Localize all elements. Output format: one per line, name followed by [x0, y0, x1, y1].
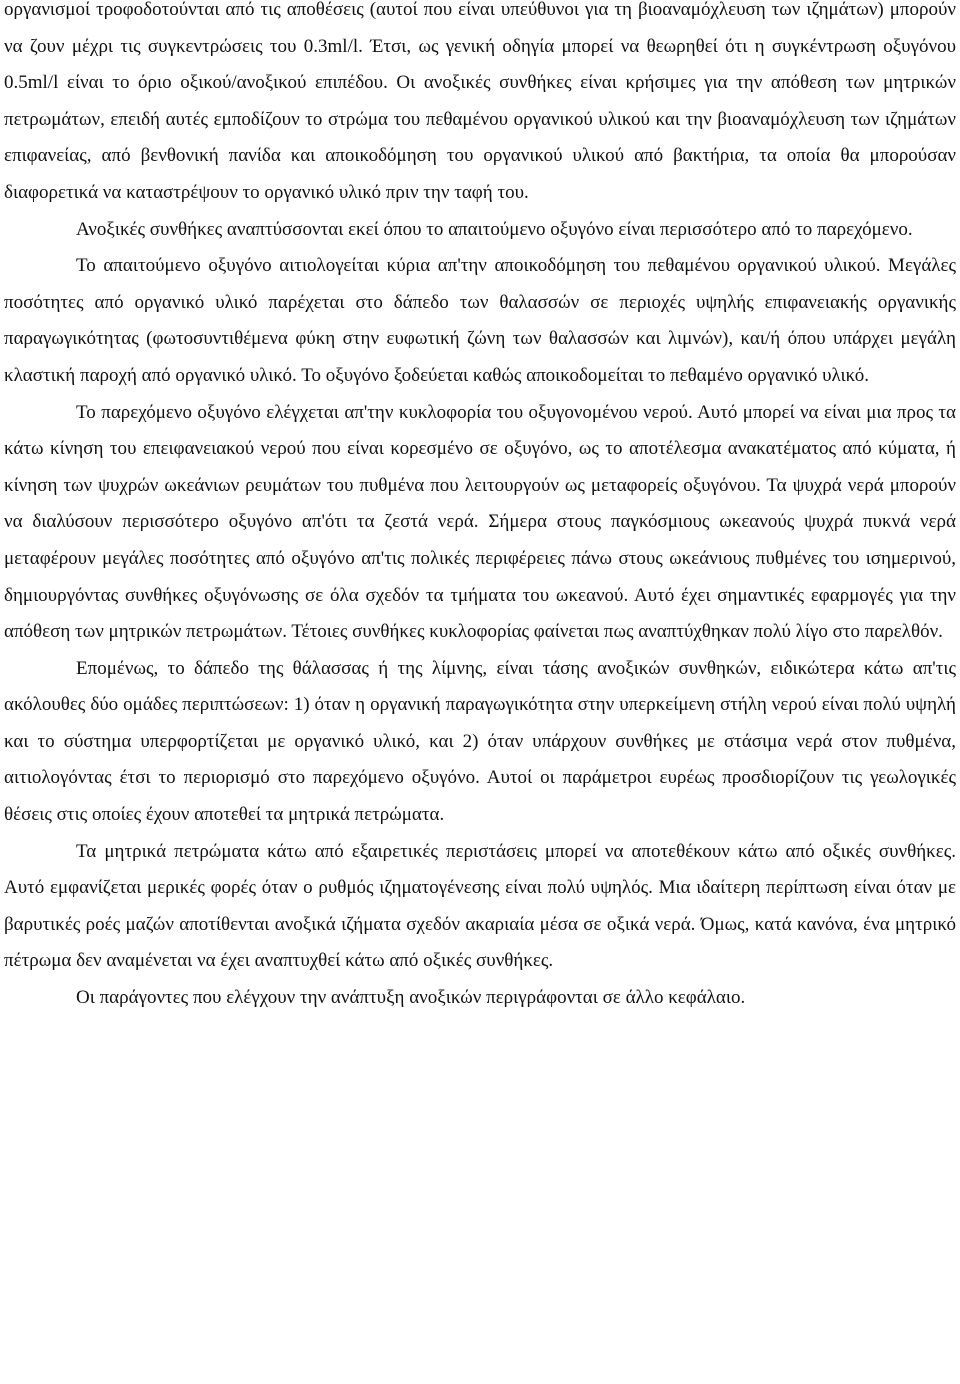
paragraph-4: Το παρεχόμενο οξυγόνο ελέγχεται απ'την κυκλοφορία του οξυγονομένου νερού. Αυτό μπορεί να είναι μια προς τα κάτω κίνηση του επειφανειακού νερού που είναι κορεσμένο σε οξυγόνο, ως το αποτέλεσμα ανακατέματος από κύματα, ή κίνηση των ψυχρών ωκεάνιων ρευμάτων του πυθμένα που λειτουργούν ως μεταφορείς οξυγόνου. Τα ψυχρά νερά μπορούν να διαλύσουν περισσότερο οξυγόνο απ'ότι τα ζεστά νερά. Σήμερα στους παγκόσμιους ωκεανούς ψυχρά πυκνά νερά μεταφέρουν μεγάλες ποσότητες από οξυγόνο απ'τις πολικές περιφέρειες πάνω στους ωκεάνιους πυθμένες του ισημερινού, δημιουργόντας συνθήκες οξυγόνωσης σε όλα σχεδόν τα τμήματα του ωκεανού. Αυτό έχει σημαντικές εφαρμογές για την απόθεση των μητρικών πετρωμάτων. Τέτοιες συνθήκες κυκλοφορίας φαίνεται πως αναπτύχθηκαν πολύ λίγο στο παρελθόν.: [4, 401, 956, 643]
paragraph-5: Επομένως, το δάπεδο της θάλασσας ή της λίμνης, είναι τάσης ανοξικών συνθηκών, ειδικώτερα κάτω απ'τις ακόλουθες δύο ομάδες περιπτώσεων: 1) όταν η οργανική παραγωγικότητα στην υπερκείμενη στήλη νερού είναι πολύ υψηλή και το σύστημα υπερφορτίζεται με οργανικό υλικό, και 2) όταν υπάρχουν συνθήκες με στάσιμα νερά στον πυθμένα, αιτιολογόντας έτσι το περιορισμό στο παρεχόμενο οξυγόνο. Αυτοί οι παράμετροι ευρέως προσδιορίζουν τις γεωλογικές θέσεις στις οποίες έχουν αποτεθεί τα μητρικά πετρώματα.: [4, 657, 956, 826]
paragraph-1: οργανισμοί τροφοδοτούνται από τις αποθέσεις (αυτοί που είναι υπεύθυνοι για τη βιοαναμόχλευση των ιζημάτων) μπορούν να ζουν μέχρι τις συγκεντρώσεις του 0.3ml/l. Έτσι, ως γενική οδηγία μπορεί να θεωρηθεί ότι η συγκέντρωση οξυγόνου 0.5ml/l είναι το όριο οξικού/ανοξικού επιπέδου. Οι ανοξικές συνθήκες είναι κρήσιμες για την απόθεση των μητρικών πετρωμάτων, επειδή αυτές εμποδίζουν το στρώμα του πεθαμένου οργανικού υλικού και την βιοαναμόχλευση των ιζημάτων επιφανείας, από βενθονική πανίδα και αποικοδόμηση του οργανικού υλικού από βακτήρια, τα οποία θα μπορούσαν διαφορετικά να καταστρέψουν το οργανικό υλικό πριν την ταφή του.: [4, 0, 956, 203]
paragraph-3: Το απαιτούμενο οξυγόνο αιτιολογείται κύρια απ'την αποικοδόμηση του πεθαμένου οργανικού υλικού. Μεγάλες ποσότητες από οργανικό υλικό παρέχεται στο δάπεδο των θαλασσών σε περιοχές υψηλής επιφανειακής οργανικής παραγωγικότητας (φωτοσυντιθέμενα φύκη στην ευφωτική ζώνη των θαλασσών και λιμνών), και/ή όπου υπάρχει μεγάλη κλαστική παροχή από οργανικό υλικό. Το οξυγόνο ξοδεύεται καθώς αποικοδομείται το πεθαμένο οργανικό υλικό.: [4, 255, 956, 386]
document-page: [4, 0, 956, 1017]
paragraph-7: Οι παράγοντες που ελέγχουν την ανάπτυξη ανοξικών περιγράφονται σε άλλο κεφάλαιο.: [76, 987, 746, 1009]
paragraph-2: Ανοξικές συνθήκες αναπτύσσονται εκεί όπου το απαιτούμενο οξυγόνο είναι περισσότερο από το παρεχόμενο.: [76, 218, 913, 240]
paragraph-6: Τα μητρικά πετρώματα κάτω από εξαιρετικές περιστάσεις μπορεί να αποτεθέκουν κάτω από οξικές συνθήκες. Αυτό εμφανίζεται μερικές φορές όταν ο ρυθμός ιζηματογένεσης είναι πολύ υψηλός. Μια ιδαίτερη περίπτωση είναι όταν με βαρυτικές ροές μαζών αποτίθενται ανοξικά ιζήματα σχεδόν ακαριαία μέσα σε οξικά νερά. Όμως, κατά κανόνα, ένα μητρικό πέτρωμα δεν αναμένεται να έχει αναπτυχθεί κάτω από οξικές συνθήκες.: [4, 840, 956, 972]
